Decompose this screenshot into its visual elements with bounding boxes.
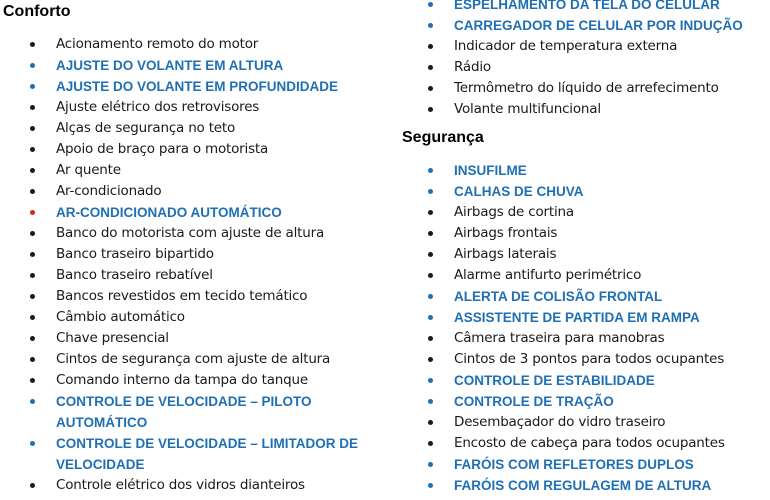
list-item-text: Banco traseiro bipartido [56, 246, 214, 262]
bullet-icon [428, 86, 433, 91]
list-item [30, 328, 370, 349]
list-item-text: Câmbio automático [56, 309, 185, 325]
seguranca-heading: Segurança [402, 129, 484, 146]
list-item [30, 34, 370, 55]
list-item [428, 202, 768, 223]
bullet-icon [428, 420, 433, 425]
list-item [30, 181, 370, 202]
list-item [30, 265, 370, 286]
list-item-text: Ar-condicionado [56, 183, 162, 199]
bullet-icon [30, 378, 35, 383]
list-item-text: Cintos de segurança com ajuste de altura [56, 351, 331, 367]
list-item-text: CONTROLE DE ESTABILIDADE [454, 373, 655, 388]
list-item-text: INSUFILME [454, 163, 527, 178]
list-item [428, 307, 768, 328]
list-item [428, 36, 768, 57]
list-item-text: Comando interno da tampa do tanque [56, 372, 308, 388]
bullet-icon [428, 231, 433, 236]
list-item-text: Airbags de cortina [454, 204, 574, 220]
list-item [428, 433, 768, 454]
bullet-icon [30, 231, 35, 236]
list-item-text: Ajuste elétrico dos retrovisores [56, 99, 260, 115]
bullet-icon [30, 84, 35, 89]
list-item-text: Airbags frontais [454, 225, 558, 241]
list-item-text: Apoio de braço para o motorista [56, 141, 269, 157]
bullet-icon [428, 273, 433, 278]
list-item [30, 97, 370, 118]
list-item [428, 391, 768, 412]
list-item [30, 55, 370, 76]
list-item-text: Bancos revestidos em tecido temático [56, 288, 308, 304]
list-item [428, 244, 768, 265]
bullet-icon [30, 63, 35, 68]
bullet-icon [428, 294, 433, 299]
list-item [30, 139, 370, 160]
list-item [428, 412, 768, 433]
list-item-text: Alarme antifurto perimétrico [454, 267, 642, 283]
bullet-icon [428, 2, 433, 7]
bullet-icon [428, 441, 433, 446]
bullet-icon [428, 252, 433, 257]
bullet-icon [30, 315, 35, 320]
list-item-text: Airbags laterais [454, 246, 557, 262]
list-item [428, 223, 768, 244]
list-item [30, 307, 370, 328]
bullet-icon [428, 357, 433, 362]
bullet-icon [428, 168, 433, 173]
bullet-icon [428, 107, 433, 112]
bullet-icon [30, 126, 35, 131]
list-item [428, 57, 768, 78]
list-item [428, 15, 768, 36]
bullet-icon [428, 44, 433, 49]
list-item [30, 76, 370, 97]
list-item-text: Indicador de temperatura externa [454, 38, 678, 54]
list-item-text: FARÓIS COM REGULAGEM DE ALTURA [454, 478, 712, 493]
bullet-icon [30, 399, 35, 404]
list-item-text: Banco do motorista com ajuste de altura [56, 225, 325, 241]
list-item [428, 0, 768, 15]
list-item-text: Chave presencial [56, 330, 169, 346]
list-item-text: Controle elétrico dos vidros dianteiros [56, 477, 305, 493]
conforto-heading: Conforto [3, 3, 71, 20]
bullet-icon [30, 189, 35, 194]
list-item [30, 244, 370, 265]
bullet-icon [30, 42, 35, 47]
list-item [30, 286, 370, 307]
list-item-text: CONTROLE DE TRAÇÃO [454, 394, 614, 409]
bullet-icon [30, 210, 35, 215]
list-item-text: Desembaçador do vidro traseiro [454, 414, 666, 430]
list-item-text: ASSISTENTE DE PARTIDA EM RAMPA [454, 310, 700, 325]
list-item-text: AR-CONDICIONADO AUTOMÁTICO [56, 205, 282, 220]
bullet-icon [30, 147, 35, 152]
conforto-list [30, 34, 370, 496]
list-item-text: AJUSTE DO VOLANTE EM PROFUNDIDADE [56, 79, 339, 94]
list-item-text: CALHAS DE CHUVA [454, 184, 584, 199]
list-item [428, 370, 768, 391]
list-item [428, 286, 768, 307]
list-item [30, 349, 370, 370]
bullet-icon [30, 105, 35, 110]
bullet-icon [30, 357, 35, 362]
list-item [428, 181, 768, 202]
list-item-text: Acionamento remoto do motor [56, 36, 259, 52]
list-item-text: FARÓIS COM REFLETORES DUPLOS [454, 457, 694, 472]
list-item [428, 475, 768, 496]
list-item [30, 160, 370, 181]
bullet-icon [428, 462, 433, 467]
list-item [428, 99, 768, 120]
bullet-icon [428, 399, 433, 404]
bullet-icon [30, 168, 35, 173]
list-item-text: Banco traseiro rebatível [56, 267, 213, 283]
bullet-icon [428, 210, 433, 215]
bullet-icon [30, 336, 35, 341]
list-item-text: Encosto de cabeça para todos ocupantes [454, 435, 725, 451]
bullet-icon [428, 483, 433, 488]
list-item-text: Câmera traseira para manobras [454, 330, 665, 346]
seguranca-list [428, 160, 768, 496]
list-item-text: Alças de segurança no teto [56, 120, 236, 136]
bullet-icon [30, 252, 35, 257]
list-item [428, 160, 768, 181]
list-item [30, 391, 370, 433]
bullet-icon [30, 441, 35, 446]
bullet-icon [30, 294, 35, 299]
list-item [428, 265, 768, 286]
list-item [30, 223, 370, 244]
bullet-icon [30, 273, 35, 278]
list-item-text: Cintos de 3 pontos para todos ocupantes [454, 351, 725, 367]
bullet-icon [30, 483, 35, 488]
list-item [428, 454, 768, 475]
list-item [428, 78, 768, 99]
list-item [30, 118, 370, 139]
list-item-text: Volante multifuncional [454, 101, 601, 117]
list-item [30, 475, 370, 496]
list-item-text: Ar quente [56, 162, 121, 178]
list-item [30, 202, 370, 223]
list-item-text: CONTROLE DE VELOCIDADE – PILOTO AUTOMÁTICO [56, 394, 312, 430]
list-item [30, 433, 370, 475]
bullet-icon [428, 315, 433, 320]
list-item-text: CONTROLE DE VELOCIDADE – LIMITADOR DE VELOCIDADE [56, 436, 359, 472]
bullet-icon [428, 189, 433, 194]
list-item [428, 328, 768, 349]
bullet-icon [428, 378, 433, 383]
list-item [30, 370, 370, 391]
list-item-text: ESPELHAMENTO DA TELA DO CELULAR [454, 0, 720, 12]
list-item-text: CARREGADOR DE CELULAR POR INDUÇÃO [454, 18, 743, 33]
list-item-text: AJUSTE DO VOLANTE EM ALTURA [56, 58, 284, 73]
conforto-continued-list [428, 0, 768, 120]
list-item-text: Termômetro do líquido de arrefecimento [454, 80, 719, 96]
list-item-text: ALERTA DE COLISÃO FRONTAL [454, 289, 663, 304]
list-item [428, 349, 768, 370]
list-item-text: Rádio [454, 59, 491, 75]
bullet-icon [428, 65, 433, 70]
bullet-icon [428, 23, 433, 28]
bullet-icon [428, 336, 433, 341]
